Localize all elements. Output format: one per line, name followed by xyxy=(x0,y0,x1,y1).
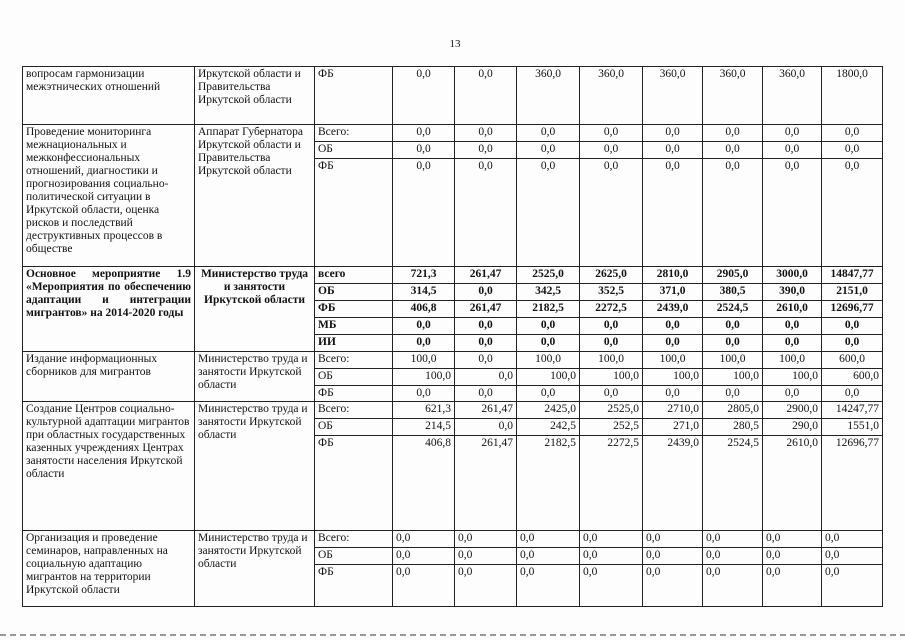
amount-cell: 100,0 xyxy=(393,369,455,386)
amount-cell: 721,3 xyxy=(393,267,455,284)
amount-cell: 0,0 xyxy=(822,318,883,335)
amount-cell: 0,0 xyxy=(393,565,455,607)
amount-cell: 2900,0 xyxy=(763,402,822,419)
amount-cell: 2525,0 xyxy=(517,267,580,284)
amount-cell: 0,0 xyxy=(643,142,703,159)
amount-cell: 0,0 xyxy=(580,548,643,565)
amount-cell: 0,0 xyxy=(703,531,763,548)
table-row xyxy=(23,67,883,125)
amount-cell: 0,0 xyxy=(455,419,517,436)
amount-cell: 0,0 xyxy=(643,159,703,267)
amount-cell: 0,0 xyxy=(763,531,822,548)
amount-cell: 0,0 xyxy=(580,142,643,159)
amount-cell: 0,0 xyxy=(822,548,883,565)
amount-cell: 0,0 xyxy=(822,565,883,607)
amount-cell: 0,0 xyxy=(517,159,580,267)
amount-cell: 352,5 xyxy=(580,284,643,301)
amount-cell: 0,0 xyxy=(455,125,517,142)
amount-cell: 100,0 xyxy=(643,369,703,386)
amount-cell: 2524,5 xyxy=(703,436,763,531)
budget-source-cell: ФБ xyxy=(315,159,393,267)
amount-cell: 0,0 xyxy=(517,125,580,142)
amount-cell: 100,0 xyxy=(580,369,643,386)
amount-cell: 261,47 xyxy=(455,402,517,419)
amount-cell: 0,0 xyxy=(580,531,643,548)
amount-cell: 2610,0 xyxy=(763,301,822,318)
executor-cell: Министерство труда и занятости Иркутской области xyxy=(195,402,315,531)
table-row xyxy=(23,402,883,419)
amount-cell: 0,0 xyxy=(580,125,643,142)
budget-table xyxy=(22,66,883,607)
amount-cell: 0,0 xyxy=(455,548,517,565)
amount-cell: 0,0 xyxy=(455,335,517,352)
amount-cell: 0,0 xyxy=(455,67,517,125)
amount-cell: 0,0 xyxy=(763,548,822,565)
amount-cell: 0,0 xyxy=(580,565,643,607)
budget-source-cell: ОБ xyxy=(315,548,393,565)
budget-source-cell: ФБ xyxy=(315,67,393,125)
budget-source-cell: ОБ xyxy=(315,142,393,159)
amount-cell: 0,0 xyxy=(393,142,455,159)
amount-cell: 0,0 xyxy=(703,565,763,607)
amount-cell: 342,5 xyxy=(517,284,580,301)
amount-cell: 0,0 xyxy=(703,386,763,402)
amount-cell: 0,0 xyxy=(643,565,703,607)
budget-source-cell: Всего: xyxy=(315,125,393,142)
amount-cell: 0,0 xyxy=(763,565,822,607)
amount-cell: 0,0 xyxy=(455,352,517,369)
amount-cell: 0,0 xyxy=(393,386,455,402)
amount-cell: 3000,0 xyxy=(763,267,822,284)
amount-cell: 0,0 xyxy=(643,531,703,548)
budget-source-cell: Всего: xyxy=(315,402,393,419)
measure-name-cell: Основное мероприятие 1.9 «Мероприятия по обеспечению адаптации и интеграции мигрантов» на 2014-2020 годы xyxy=(23,267,195,352)
amount-cell: 242,5 xyxy=(517,419,580,436)
amount-cell: 0,0 xyxy=(517,142,580,159)
amount-cell: 0,0 xyxy=(643,548,703,565)
amount-cell: 2151,0 xyxy=(822,284,883,301)
amount-cell: 100,0 xyxy=(703,352,763,369)
amount-cell: 2425,0 xyxy=(517,402,580,419)
budget-source-cell: ФБ xyxy=(315,301,393,318)
amount-cell: 0,0 xyxy=(763,125,822,142)
budget-source-cell: Всего: xyxy=(315,531,393,548)
amount-cell: 0,0 xyxy=(455,565,517,607)
amount-cell: 0,0 xyxy=(393,159,455,267)
amount-cell: 0,0 xyxy=(393,318,455,335)
amount-cell: 2610,0 xyxy=(763,436,822,531)
amount-cell: 0,0 xyxy=(822,142,883,159)
budget-source-cell: Всего: xyxy=(315,352,393,369)
amount-cell: 0,0 xyxy=(822,531,883,548)
amount-cell: 406,8 xyxy=(393,436,455,531)
amount-cell: 0,0 xyxy=(580,318,643,335)
amount-cell: 0,0 xyxy=(455,386,517,402)
amount-cell: 2182,5 xyxy=(517,436,580,531)
amount-cell: 360,0 xyxy=(643,67,703,125)
executor-cell: Министерство труда и занятости Иркутской области xyxy=(195,267,315,352)
amount-cell: 271,0 xyxy=(643,419,703,436)
amount-cell: 2625,0 xyxy=(580,267,643,284)
amount-cell: 0,0 xyxy=(393,335,455,352)
amount-cell: 0,0 xyxy=(643,386,703,402)
amount-cell: 0,0 xyxy=(703,142,763,159)
amount-cell: 0,0 xyxy=(393,531,455,548)
amount-cell: 314,5 xyxy=(393,284,455,301)
amount-cell: 100,0 xyxy=(580,352,643,369)
amount-cell: 280,5 xyxy=(703,419,763,436)
budget-source-cell: МБ xyxy=(315,318,393,335)
measure-name-cell: Создание Центров социально-культурной адаптации мигрантов при областных государственных казенных учреждениях Центрах занятости населения Иркутской области xyxy=(23,402,195,531)
amount-cell: 2905,0 xyxy=(703,267,763,284)
amount-cell: 0,0 xyxy=(703,159,763,267)
measure-name-cell: вопросам гармонизации межэтнических отношений xyxy=(23,67,195,125)
amount-cell: 0,0 xyxy=(393,125,455,142)
amount-cell: 0,0 xyxy=(580,159,643,267)
table-row xyxy=(23,352,883,369)
budget-source-cell: ФБ xyxy=(315,386,393,402)
amount-cell: 0,0 xyxy=(822,386,883,402)
amount-cell: 0,0 xyxy=(455,284,517,301)
amount-cell: 2272,5 xyxy=(580,301,643,318)
amount-cell: 0,0 xyxy=(763,335,822,352)
amount-cell: 0,0 xyxy=(643,318,703,335)
amount-cell: 0,0 xyxy=(455,159,517,267)
measure-name-cell: Издание информационных сборников для мигрантов xyxy=(23,352,195,402)
amount-cell: 100,0 xyxy=(517,352,580,369)
amount-cell: 360,0 xyxy=(763,67,822,125)
amount-cell: 14847,77 xyxy=(822,267,883,284)
amount-cell: 360,0 xyxy=(703,67,763,125)
amount-cell: 0,0 xyxy=(455,369,517,386)
amount-cell: 214,5 xyxy=(393,419,455,436)
amount-cell: 0,0 xyxy=(517,386,580,402)
amount-cell: 2810,0 xyxy=(643,267,703,284)
budget-source-cell: ФБ xyxy=(315,565,393,607)
amount-cell: 100,0 xyxy=(703,369,763,386)
amount-cell: 0,0 xyxy=(517,548,580,565)
amount-cell: 0,0 xyxy=(517,565,580,607)
amount-cell: 14247,77 xyxy=(822,402,883,419)
scan-edge-artifact xyxy=(0,634,905,636)
amount-cell: 2525,0 xyxy=(580,402,643,419)
amount-cell: 100,0 xyxy=(763,369,822,386)
table-row xyxy=(23,125,883,142)
amount-cell: 0,0 xyxy=(517,335,580,352)
amount-cell: 360,0 xyxy=(517,67,580,125)
budget-source-cell: ФБ xyxy=(315,436,393,531)
amount-cell: 0,0 xyxy=(763,386,822,402)
amount-cell: 2439,0 xyxy=(643,301,703,318)
amount-cell: 12696,77 xyxy=(822,436,883,531)
amount-cell: 0,0 xyxy=(703,335,763,352)
budget-source-cell: всего xyxy=(315,267,393,284)
amount-cell: 261,47 xyxy=(455,267,517,284)
amount-cell: 380,5 xyxy=(703,284,763,301)
amount-cell: 0,0 xyxy=(517,531,580,548)
amount-cell: 0,0 xyxy=(643,335,703,352)
page-number: 13 xyxy=(449,38,461,50)
budget-source-cell: ОБ xyxy=(315,369,393,386)
executor-cell: Иркутской области и Правительства Иркутской области xyxy=(195,67,315,125)
amount-cell: 100,0 xyxy=(393,352,455,369)
budget-source-cell: ОБ xyxy=(315,419,393,436)
amount-cell: 0,0 xyxy=(643,125,703,142)
amount-cell: 0,0 xyxy=(822,125,883,142)
budget-source-cell: ОБ xyxy=(315,284,393,301)
executor-cell: Министерство труда и занятости Иркутской области xyxy=(195,531,315,607)
amount-cell: 371,0 xyxy=(643,284,703,301)
amount-cell: 252,5 xyxy=(580,419,643,436)
table-row xyxy=(23,531,883,548)
amount-cell: 261,47 xyxy=(455,301,517,318)
amount-cell: 0,0 xyxy=(455,142,517,159)
amount-cell: 1551,0 xyxy=(822,419,883,436)
amount-cell: 390,0 xyxy=(763,284,822,301)
amount-cell: 0,0 xyxy=(763,318,822,335)
executor-cell: Аппарат Губернатора Иркутской области и Правительства Иркутской области xyxy=(195,125,315,267)
budget-source-cell: ИИ xyxy=(315,335,393,352)
executor-cell: Министерство труда и занятости Иркутской области xyxy=(195,352,315,402)
amount-cell: 290,0 xyxy=(763,419,822,436)
amount-cell: 0,0 xyxy=(393,67,455,125)
amount-cell: 0,0 xyxy=(703,318,763,335)
amount-cell: 0,0 xyxy=(763,159,822,267)
amount-cell: 0,0 xyxy=(455,318,517,335)
measure-name-cell: Проведение мониторинга межнациональных и межконфессиональных отношений, диагностики и прогнозирования социально-политической ситуации в Иркутской области, оценка рисков и последствий деструктивных процессов в обществе xyxy=(23,125,195,267)
amount-cell: 0,0 xyxy=(822,159,883,267)
amount-cell: 2805,0 xyxy=(703,402,763,419)
amount-cell: 600,0 xyxy=(822,369,883,386)
amount-cell: 1800,0 xyxy=(822,67,883,125)
table-row xyxy=(23,267,883,284)
amount-cell: 0,0 xyxy=(393,548,455,565)
amount-cell: 0,0 xyxy=(763,142,822,159)
amount-cell: 0,0 xyxy=(517,318,580,335)
amount-cell: 621,3 xyxy=(393,402,455,419)
amount-cell: 2439,0 xyxy=(643,436,703,531)
amount-cell: 261,47 xyxy=(455,436,517,531)
amount-cell: 100,0 xyxy=(643,352,703,369)
amount-cell: 360,0 xyxy=(580,67,643,125)
amount-cell: 0,0 xyxy=(822,335,883,352)
amount-cell: 406,8 xyxy=(393,301,455,318)
amount-cell: 2272,5 xyxy=(580,436,643,531)
amount-cell: 12696,77 xyxy=(822,301,883,318)
measure-name-cell: Организация и проведение семинаров, направленных на социальную адаптацию мигрантов на территории Иркутской области xyxy=(23,531,195,607)
amount-cell: 2524,5 xyxy=(703,301,763,318)
amount-cell: 0,0 xyxy=(580,386,643,402)
amount-cell: 0,0 xyxy=(703,548,763,565)
amount-cell: 100,0 xyxy=(517,369,580,386)
amount-cell: 600,0 xyxy=(822,352,883,369)
amount-cell: 0,0 xyxy=(455,531,517,548)
amount-cell: 100,0 xyxy=(763,352,822,369)
amount-cell: 2182,5 xyxy=(517,301,580,318)
amount-cell: 0,0 xyxy=(703,125,763,142)
amount-cell: 0,0 xyxy=(580,335,643,352)
amount-cell: 2710,0 xyxy=(643,402,703,419)
